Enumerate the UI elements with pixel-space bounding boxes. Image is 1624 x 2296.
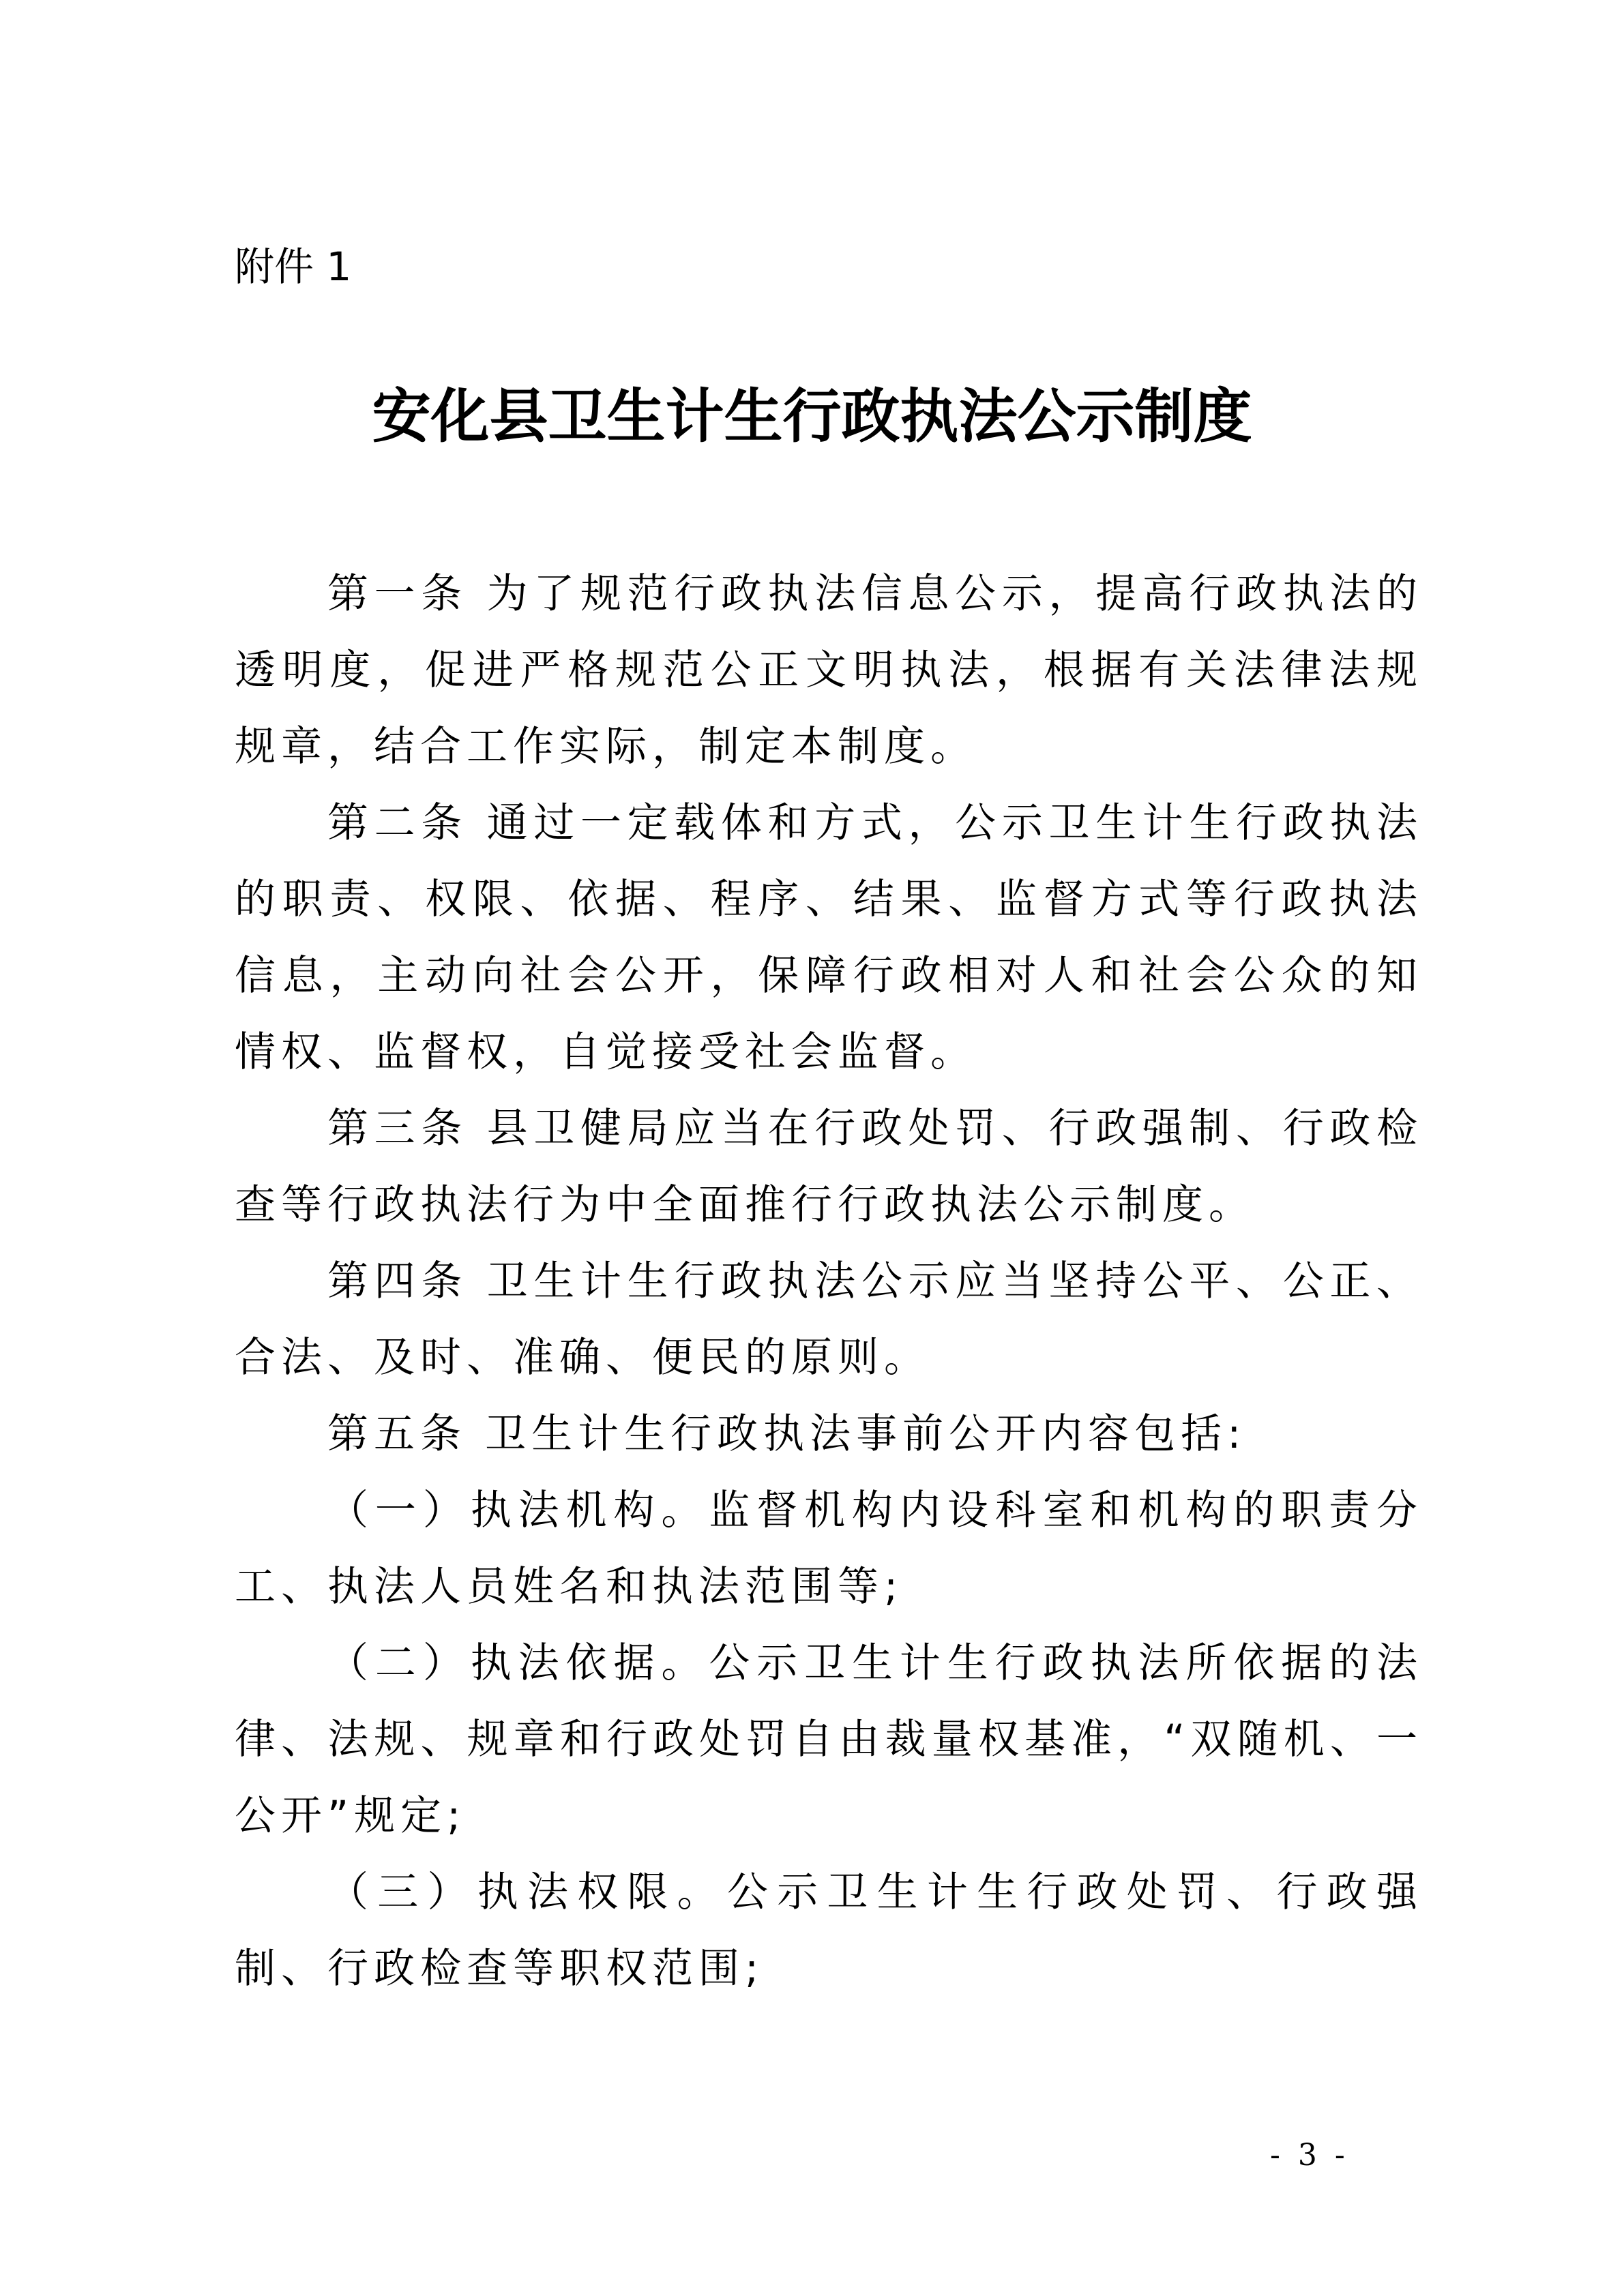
document-body xyxy=(235,556,1423,2007)
article-5-paragraph: 第五条 卫生计生行政执法事前公开内容包括: xyxy=(327,1410,1247,1458)
article-5-item-3: （三）执法权限。公示卫生计生行政处罚、行政强制、行政检查等职权范围; xyxy=(235,1868,1423,1993)
article-1-paragraph: 第一条 为了规范行政执法信息公示，提高行政执法的透明度，促进严格规范公正文明执法，根据有关法律法规规章，结合工作实际，制定本制度。 xyxy=(235,570,1423,771)
article-5-item-1: （一）执法机构。监督机构内设科室和机构的职责分工、执法人员姓名和执法范围等; xyxy=(235,1487,1423,1611)
article-5-item-2: （二）执法依据。公示卫生计生行政执法所依据的法律、法规、规章和行政处罚自由裁量权基准，“双随机、一公开”规定; xyxy=(235,1639,1423,1840)
document-title: 安化县卫生计生行政执法公示制度 xyxy=(372,382,1252,451)
article-3-paragraph: 第三条 县卫健局应当在行政处罚、行政强制、行政检查等行政执法行为中全面推行行政执法公示制度。 xyxy=(235,1105,1423,1229)
article-2-paragraph: 第二条 通过一定载体和方式，公示卫生计生行政执法的职责、权限、依据、程序、结果、监督方式等行政执法信息，主动向社会公开，保障行政相对人和社会公众的知情权、监督权，自觉接受社会监督。 xyxy=(235,799,1423,1076)
attachment-label: 附件 1 xyxy=(235,243,352,290)
article-4-paragraph: 第四条 卫生计生行政执法公示应当坚持公平、公正、合法、及时、准确、便民的原则。 xyxy=(235,1257,1423,1382)
page-number: - 3 - xyxy=(1270,2138,1349,2173)
